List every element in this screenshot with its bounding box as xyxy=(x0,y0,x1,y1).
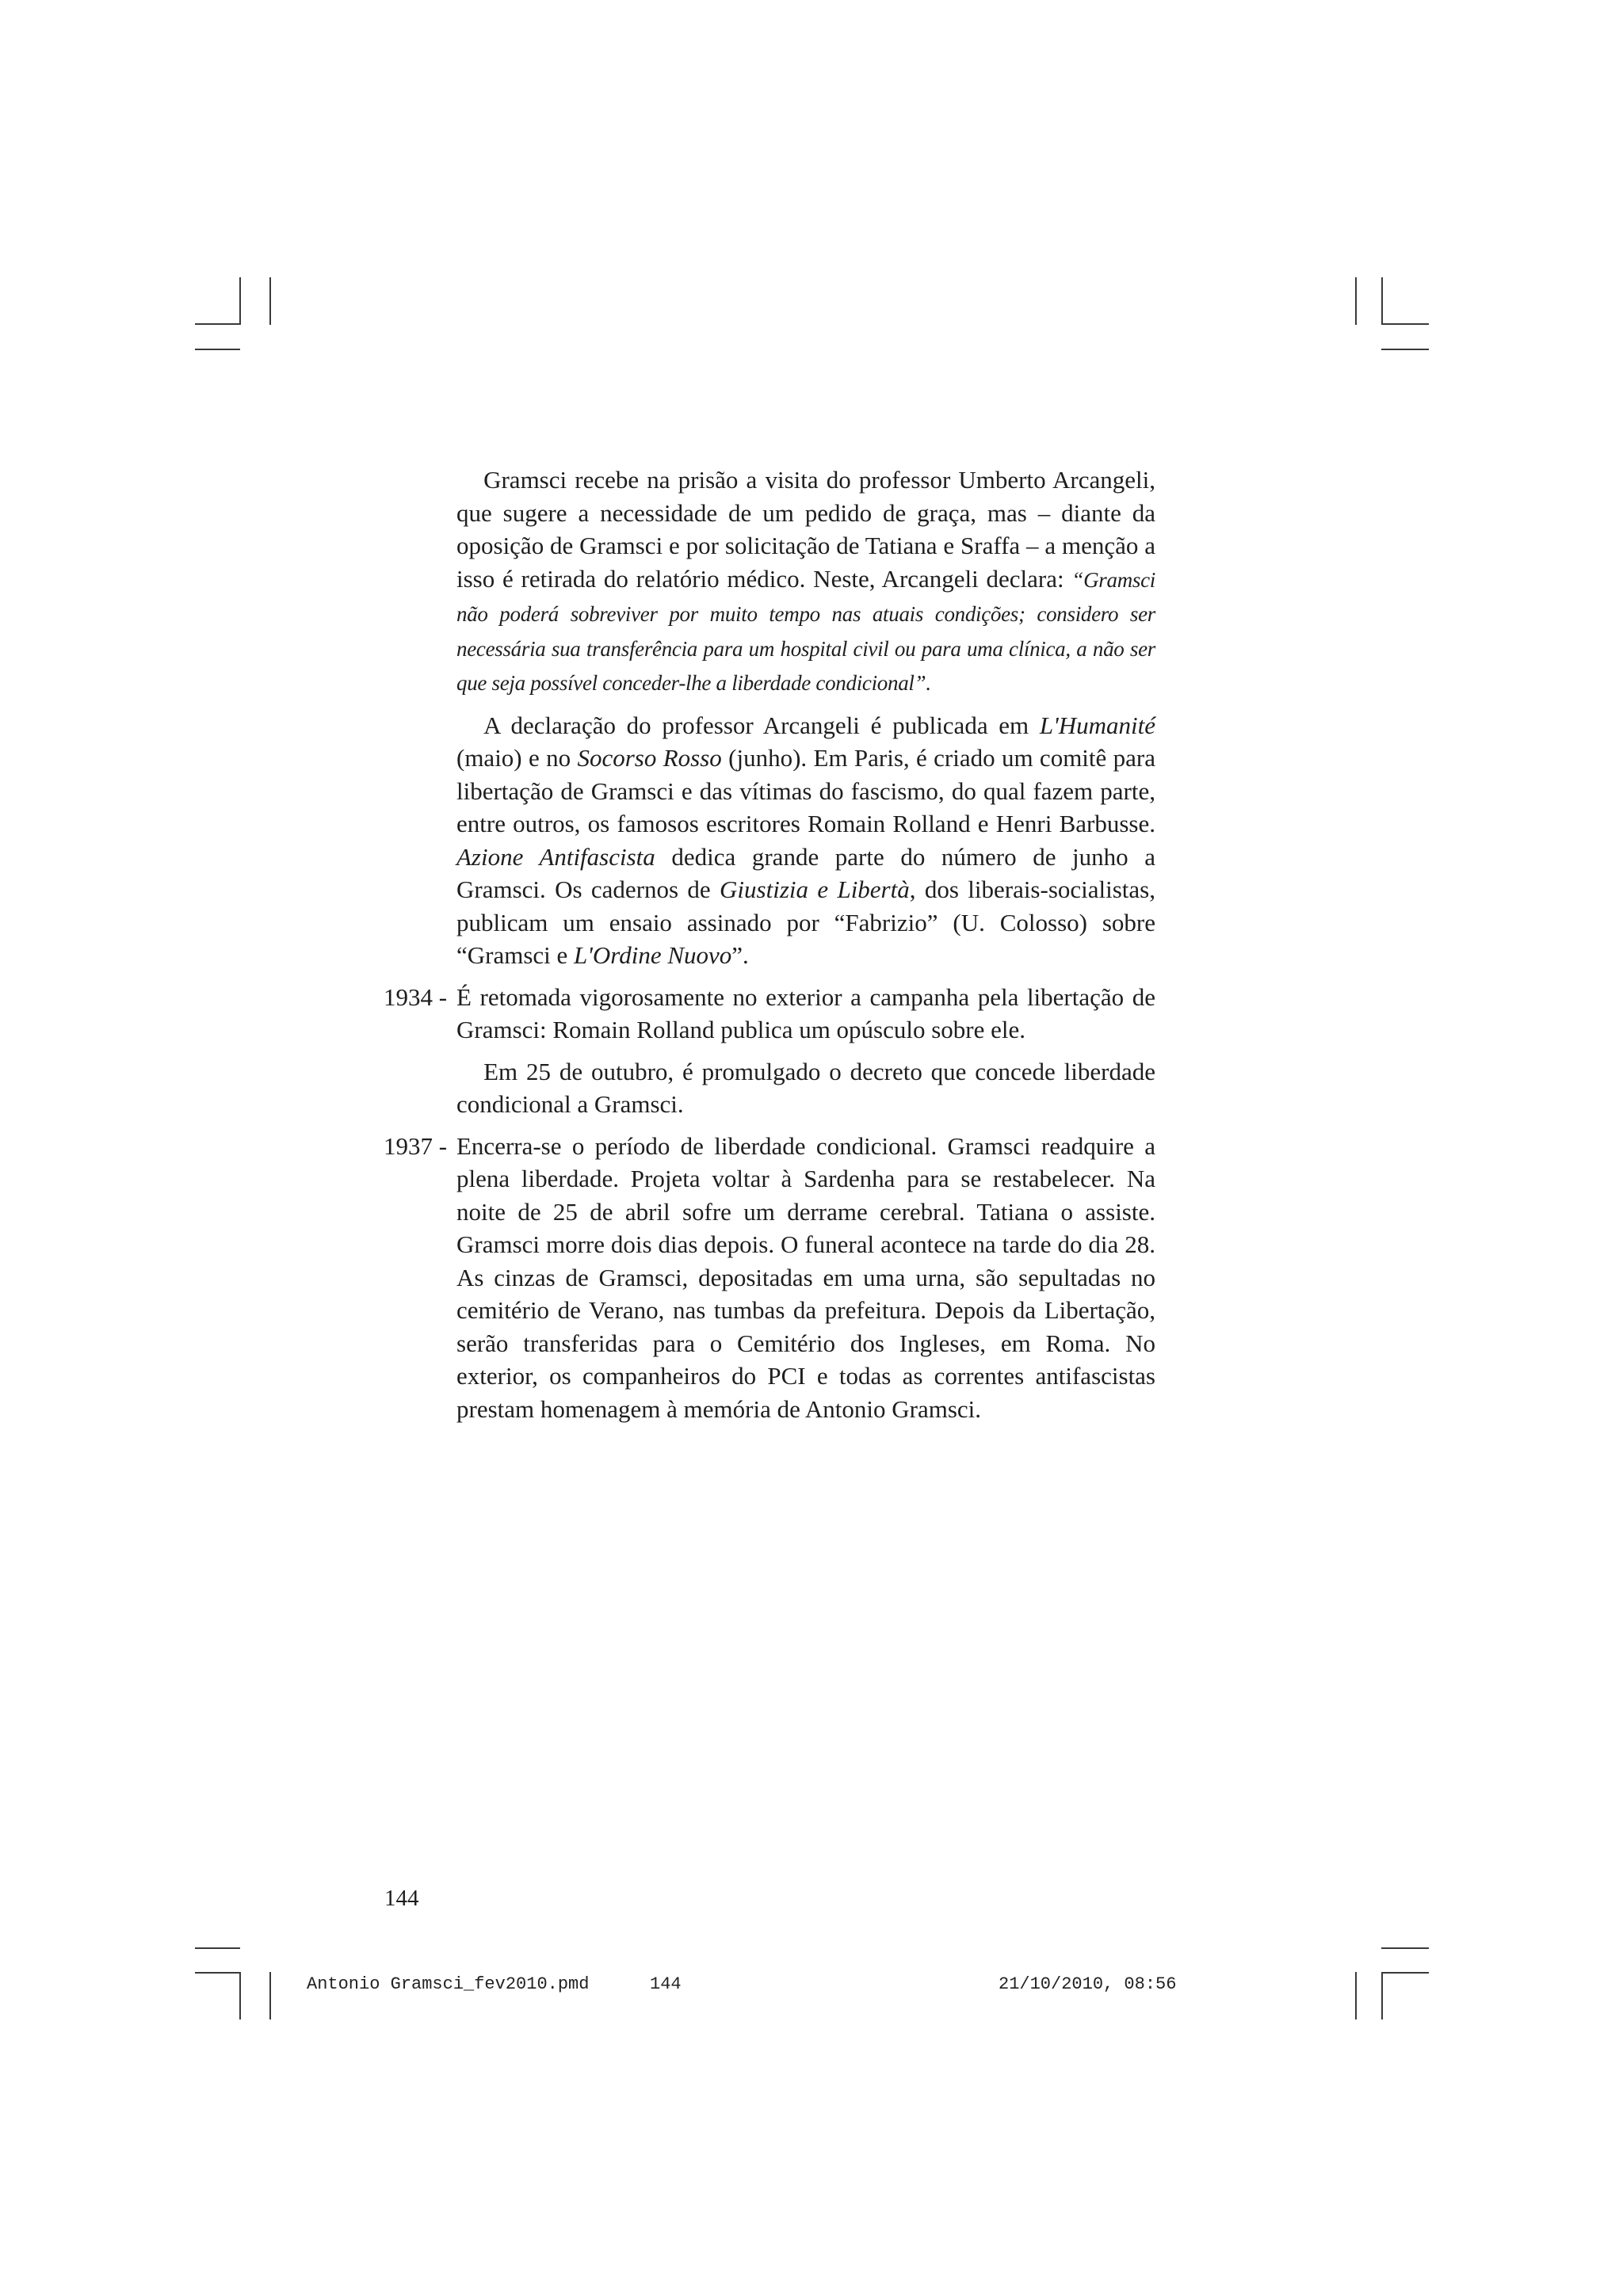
crop-mark xyxy=(239,1972,241,2019)
paragraph-text: (junho). Em Paris, é criado um comitê para libertação de Gramsci e das vítimas do fascismo, do qual fazem parte, entre outros, os famosos escritores Romain Rolland e Henri Barbusse. xyxy=(456,744,1155,837)
crop-mark xyxy=(1355,1972,1357,2019)
entry-year: 1937 - xyxy=(384,1131,448,1160)
paragraph-text: (maio) e no xyxy=(456,744,578,772)
crop-mark xyxy=(195,1972,240,1974)
paragraph-arcangeli-visit xyxy=(456,463,1155,700)
arcangeli-quote: “Gramsci não poderá sobreviver por muito tempo nas atuais condições; considero ser necessária sua transferência para um hospital civil ou para uma clínica, a não ser que seja possível conceder-lhe a liberdade condicional” xyxy=(456,567,1155,695)
publication-title: L'Humanité xyxy=(1039,711,1155,739)
entry-subparagraph: Em 25 de outubro, é promulgado o decreto que concede liberdade condicional a Gramsci. xyxy=(456,1057,1155,1118)
publication-title: Socorso Rosso xyxy=(577,744,722,772)
publication-title: Giustizia e Libertà xyxy=(720,875,910,903)
slug-datetime: 21/10/2010, 08:56 xyxy=(999,1974,1177,1994)
paragraph-text: dedica grande parte do número de junho a Gramsci. Os cadernos de xyxy=(456,842,1156,903)
paragraph-text: , dos liberais-socialistas, publicam um ensaio assinado por “Fabrizio” (U. Colosso) sobre “Gramsci e xyxy=(456,875,1155,969)
crop-mark xyxy=(1381,1972,1383,2019)
crop-mark xyxy=(1381,1947,1429,1949)
paragraph-declaration-published xyxy=(456,709,1155,972)
crop-mark xyxy=(1381,323,1429,325)
paragraph-text: A declaração do professor Arcangeli é publicada em xyxy=(483,711,1040,739)
crop-mark xyxy=(269,1972,271,2019)
chronology-entry-1937 xyxy=(384,1130,1155,1426)
page-body xyxy=(384,463,1155,1425)
crop-mark xyxy=(1381,277,1383,325)
page-number: 144 xyxy=(384,1886,419,1911)
slug-filename: Antonio Gramsci_fev2010.pmd xyxy=(307,1974,590,1994)
crop-mark xyxy=(269,277,271,325)
paragraph-text: ”. xyxy=(731,941,749,969)
publication-title: L'Ordine Nuovo xyxy=(574,941,732,969)
entry-text: É retomada vigorosamente no exterior a campanha pela libertação de Gramsci: Romain Rolland publica um opúsculo sobre ele. xyxy=(456,982,1155,1043)
quote-end: . xyxy=(926,671,931,695)
crop-mark xyxy=(1355,277,1357,325)
slug-page: 144 xyxy=(650,1974,682,1994)
publication-title: Azione Antifascista xyxy=(456,842,655,871)
crop-mark xyxy=(1381,349,1429,350)
crop-mark xyxy=(1381,1972,1429,1974)
crop-mark xyxy=(239,277,241,325)
paragraph-text: Gramsci recebe na prisão a visita do professor Umberto Arcangeli, que sugere a necessidade de um pedido de graça, mas – diante da oposição de Gramsci e por solicitação de Tatiana e Sraffa – a menção a isso é retirada do relatório médico. Neste, Arcangeli declara: xyxy=(456,466,1155,593)
crop-mark xyxy=(195,349,240,350)
crop-mark xyxy=(195,1947,240,1949)
entry-year: 1934 - xyxy=(384,982,448,1011)
crop-mark xyxy=(195,323,240,325)
chronology-entry-1934 xyxy=(384,981,1155,1121)
entry-text: Encerra-se o período de liberdade condicional. Gramsci readquire a plena liberdade. Projeta voltar à Sardenha para se restabelecer. Na noite de 25 de abril sofre um derrame cerebral. Tatiana o assiste. Gramsci morre dois dias depois. O funeral acontece na tarde do dia 28. As cinzas de Gramsci, depositadas em uma urna, são sepultadas no cemitério de Verano, nas tumbas da prefeitura. Depois da Libertação, serão transferidas para o Cemitério dos Ingleses, em Roma. No exterior, os companheiros do PCI e todas as correntes antifascistas prestam homenagem à memória de Antonio Gramsci. xyxy=(456,1131,1155,1423)
